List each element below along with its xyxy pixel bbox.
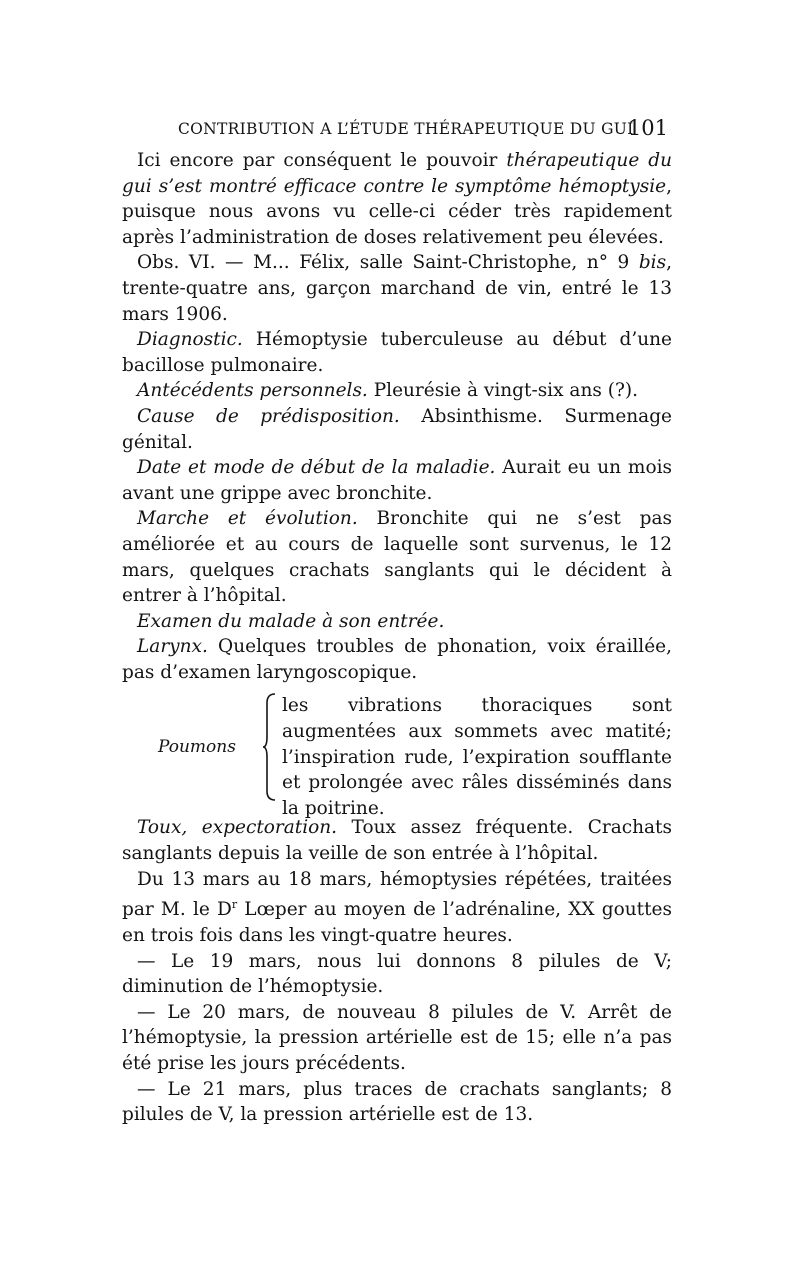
superscript: r [231,898,238,912]
text-run: Lœper au moyen de l’adrénaline, XX gouttes en trois fois dans les vingt-quatre heures. [122,899,672,946]
text-run: , puisque nous avons vu celle-ci céder très rapidement après l’administration de doses relativement peu élevées. [122,175,672,248]
paragraph-antecedents [122,378,672,404]
text-run: Du 13 mars au 18 mars, hémoptysies répétées, traitées par M. le D [122,868,672,921]
text-run: Pleurésie à vingt-six ans (?). [367,380,638,402]
paragraph-onset [122,455,672,506]
section-label: Cause de prédisposition. [137,405,400,427]
section-label: Diagnostic. [137,329,243,351]
section-label: Toux, expectoration. [137,817,338,839]
observation-heading [122,250,672,327]
page-number: 101 [627,116,668,140]
section-label: Larynx. [137,636,208,658]
lungs-label: Poumons [158,737,236,758]
paragraph-march-21: — Le 21 mars, plus traces de crachats sanglants; 8 pilules de V, la pression artérielle est de 13. [122,1078,672,1126]
paragraph-cough [122,815,672,866]
text-run: Bronchite qui ne s’est pas améliorée et au cours de laquelle sont survenus, le 12 mars, quelques crachats sanglants qui le décident à entrer à l’hôpital. [122,508,673,607]
page-header [178,116,668,144]
paragraph-evolution [122,506,672,608]
curly-brace-icon [262,693,278,801]
lungs-block [122,693,672,819]
paragraph-intro [122,148,672,250]
text-run: Hémoptysie tuberculeuse au début d’une bacillose pulmonaire. [122,329,672,376]
paragraph-march-20: — Le 20 mars, de nouveau 8 pilules de V. Arrêt de l’hémoptysie, la pression artérielle est de 15; elle n’a pas été prise les jours précédents. [122,1001,672,1074]
italic-run: bis [638,252,667,274]
text-run: , trente-quatre ans, garçon marchand de vin, entré le 13 mars 1906. [122,252,672,325]
paragraph-examination [122,609,672,635]
body-text [122,148,672,1128]
text-run: Quelques troubles de phonation, voix éraillée, pas d’examen laryngoscopique. [122,636,672,683]
section-label: Date et mode de début de la maladie. [137,457,496,479]
lungs-findings: les vibrations thoraciques sont augmentées aux sommets avec matité; l’inspiration rude, l’expiration soufflante et prolongée avec râles disséminés dans la poitrine. [282,695,672,819]
text-run: Absinthisme. Surmenage génital. [122,405,672,453]
paragraph-march-13-18 [122,867,672,949]
running-title: CONTRIBUTION A L’ÉTUDE THÉRAPEUTIQUE DU GUI [178,120,634,138]
italic-run: thérapeutique du gui s’est montré efficace contre le symptôme hémoptysie [122,150,672,197]
text-run: Ici encore par conséquent le pouvoir [137,150,507,171]
paragraph-diagnostic [122,327,672,378]
paragraph-march-19: — Le 19 mars, nous lui donnons 8 pilules de V; diminution de l’hémoptysie. [122,950,672,998]
paragraph-cause [122,404,672,455]
text-run: Aurait eu un mois avant une grippe avec bronchite. [122,457,672,504]
paragraph-larynx [122,634,672,685]
section-label: Marche et évolution. [137,508,358,530]
text-run: Obs. VI. — M... Félix, salle Saint-Christophe, n° 9 [137,252,639,274]
section-label: Antécédents personnels. [137,380,368,402]
text-run: Toux assez fréquente. Crachats sanglants depuis la veille de son entrée à l’hôpital. [122,817,672,865]
section-label: Examen du malade à son entrée. [137,610,445,632]
